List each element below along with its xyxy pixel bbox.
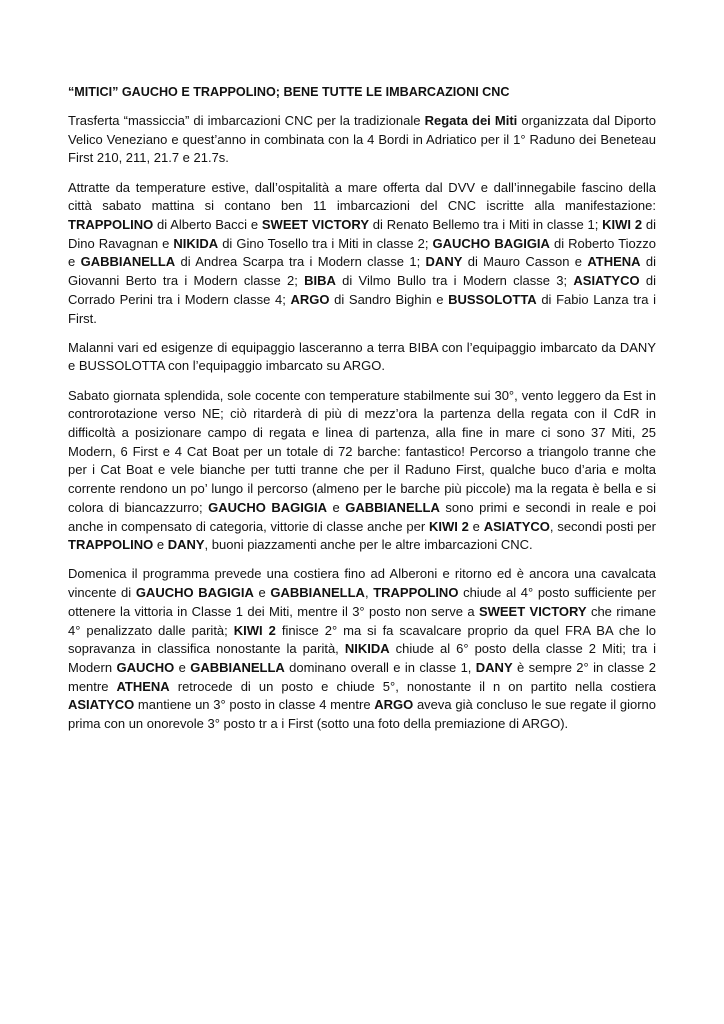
text-run: che rimane 4° penalizzato dalle parità;: [68, 603, 657, 638]
bold-text-run: NIKIDA: [344, 641, 390, 657]
text-run: retrocede di un posto e chiude 5°, nonostante il n on partito nella costiera: [169, 678, 656, 694]
bold-text-run: BUSSOLOTTA: [448, 291, 537, 307]
article-body: [68, 112, 656, 734]
bold-text-run: KIWI 2: [602, 217, 643, 233]
text-run: di Alberto Bacci e: [153, 217, 262, 233]
text-run: di Corrado Perini tra i Modern classe 4;: [68, 273, 656, 307]
text-run: di Renato Bellemo tra i Miti in classe 1;: [369, 217, 603, 233]
text-run: di Andrea Scarpa tra i Modern classe 1;: [175, 254, 426, 270]
text-run: chiude al 6° posto della classe 2 Miti; tra i Modern: [68, 641, 656, 675]
text-run: sono primi e secondi in reale e poi anche in compensato di categoria, vittorie di classe anche per: [68, 499, 656, 534]
text-run: Domenica il programma prevede una costiera fino ad Alberoni e ritorno ed è ancora una cavalcata vincente di: [68, 566, 656, 601]
text-run: di Fabio Lanza tra i First.: [68, 291, 656, 326]
text-run: di Vilmo Bullo tra i Modern classe 3;: [335, 273, 574, 289]
text-run: di Dino Ravagnan e: [68, 217, 657, 251]
bold-text-run: ATHENA: [587, 254, 641, 270]
bold-text-run: Regata dei Miti: [424, 113, 518, 128]
text-run: finisce 2° ma si fa scavalcare proprio da quel FRA BA che lo sopravanza in classifica nonostante la parità,: [68, 622, 656, 657]
paragraph: [68, 387, 656, 555]
bold-text-run: SWEET VICTORY: [478, 603, 587, 619]
text-run: Malanni vari ed esigenze di equipaggio lasceranno a terra BIBA con l’equipaggio imbarcato da DANY e BUSSOLOTTA con l’equipaggio imbarcato su ARGO.: [68, 339, 656, 374]
bold-text-run: ASIATYCO: [68, 697, 135, 713]
bold-text-run: GABBIANELLA: [345, 499, 440, 515]
text-run: dominano overall e in classe 1,: [284, 659, 476, 675]
bold-text-run: DANY: [425, 254, 463, 270]
bold-text-run: SWEET VICTORY: [261, 217, 369, 233]
paragraph: [68, 112, 656, 168]
document-page: [68, 83, 656, 744]
bold-text-run: NIKIDA: [173, 235, 219, 251]
text-run: e: [174, 659, 191, 675]
bold-text-run: ASIATYCO: [483, 518, 550, 534]
bold-text-run: TRAPPOLINO: [373, 585, 459, 601]
text-run: Attratte da temperature estive, dall’ospitalità a mare offerta dal DVV e dall’innegabile fascino della città sabato mattina si contano ben 11 imbarcazioni del CNC iscritte alla manifestazione:: [68, 179, 656, 214]
paragraph: [68, 339, 656, 376]
text-run: è sempre 2° in classe 2 mentre: [68, 659, 656, 694]
bold-text-run: DANY: [167, 537, 205, 553]
text-run: , secondi posti per: [549, 518, 656, 534]
text-run: organizzata dal Diporto Velico Veneziano e quest’anno in combinata con la 4 Bordi in Adriatico per il 1° Raduno dei Beneteau First 210, 211, 21.7 e 21.7s.: [68, 113, 656, 166]
article-title: “MITICI” GAUCHO E TRAPPOLINO; BENE TUTTE LE IMBARCAZIONI CNC: [68, 85, 510, 99]
text-run: di Mauro Casson e: [462, 254, 588, 270]
bold-text-run: KIWI 2: [233, 622, 276, 638]
text-run: di Giovanni Berto tra i Modern classe 2;: [68, 254, 656, 289]
bold-text-run: GABBIANELLA: [190, 659, 285, 675]
text-run: e: [153, 537, 168, 553]
text-run: di Roberto Tiozzo e: [68, 235, 657, 270]
text-run: ,: [364, 585, 374, 601]
text-run: aveva già concluso le sue regate il giorno prima con un onorevole 3° posto tr a i First (sotto una foto della premiazione di ARGO).: [68, 697, 656, 732]
bold-text-run: BIBA: [304, 273, 336, 289]
bold-text-run: DANY: [475, 659, 513, 675]
text-run: Trasferta “massiccia” di imbarcazioni CNC per la tradizionale: [68, 113, 425, 128]
bold-text-run: ARGO: [290, 291, 330, 307]
text-run: di Gino Tosello tra i Miti in classe 2;: [218, 235, 433, 251]
text-run: Sabato giornata splendida, sole cocente con temperature stabilmente sui 30°, vento leggero da Est in controrotazione verso NE; ciò ritarderà di più di mezz’ora la partenza della regata con il CdR in difficoltà a posizionare campo di regata e linea di partenza, alla fine in mare ci sono 37 Miti, 25 Modern, 6 First e 4 Cat Boat per un totale di 72 barche: fantastico! Percorso a triangolo tranne che per i Cat Boat e vele bianche per tutti tranne che per il Raduno First, qualche buco d’aria e molta corrente rendono un po’ lungo il percorso (almeno per le barche più piccole) ma la regata è bella e si colora di biancazzurro;: [68, 387, 656, 515]
paragraph: [68, 565, 656, 733]
bold-text-run: GABBIANELLA: [270, 585, 365, 601]
text-run: e: [468, 518, 484, 534]
bold-text-run: GAUCHO BAGIGIA: [208, 499, 328, 515]
text-run: e: [327, 499, 346, 515]
bold-text-run: GAUCHO: [116, 659, 175, 675]
text-run: di Sandro Bighin e: [329, 291, 449, 307]
bold-text-run: ARGO: [374, 697, 414, 713]
paragraph: [68, 179, 656, 329]
bold-text-run: KIWI 2: [428, 518, 469, 534]
text-run: chiude al 4° posto sufficiente per ottenere la vittoria in Classe 1 dei Miti, mentre il 3° posto non serve a: [68, 585, 656, 619]
bold-text-run: GABBIANELLA: [80, 254, 176, 270]
bold-text-run: GAUCHO BAGIGIA: [432, 235, 550, 251]
bold-text-run: GAUCHO BAGIGIA: [135, 585, 254, 601]
bold-text-run: TRAPPOLINO: [68, 537, 154, 553]
text-run: mantiene un 3° posto in classe 4 mentre: [134, 697, 375, 713]
bold-text-run: ASIATYCO: [573, 273, 640, 289]
text-run: e: [253, 585, 271, 601]
text-run: , buoni piazzamenti anche per le altre imbarcazioni CNC.: [204, 537, 533, 553]
bold-text-run: ATHENA: [116, 678, 170, 694]
bold-text-run: TRAPPOLINO: [68, 217, 154, 233]
